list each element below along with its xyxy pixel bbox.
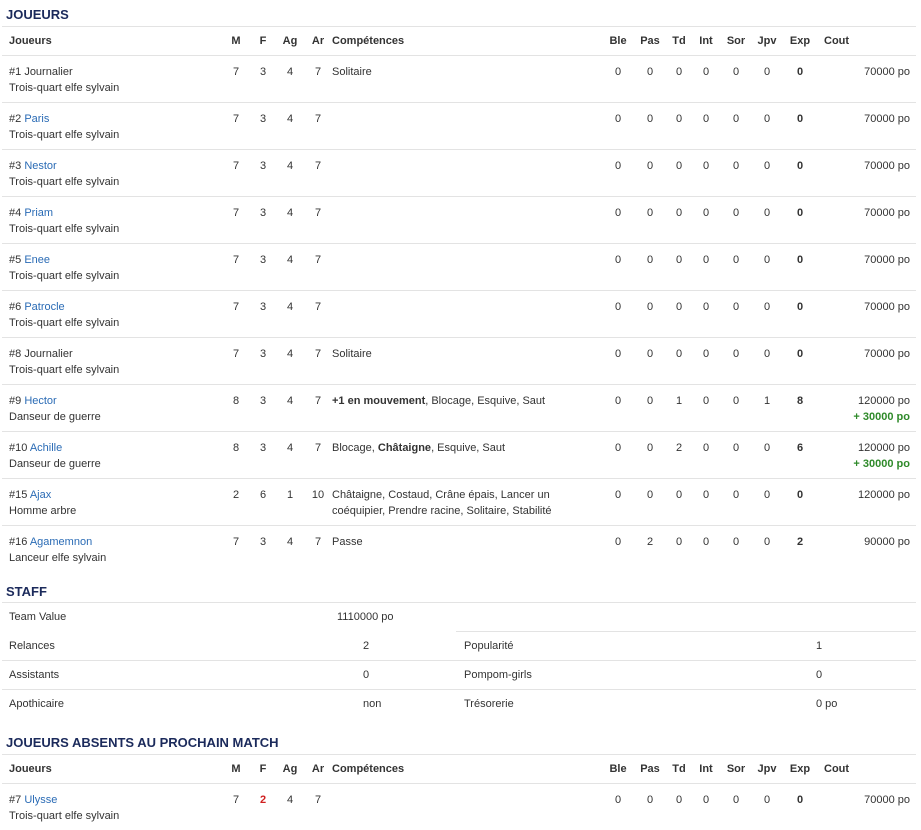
- player-cost: 120000 po: [858, 442, 910, 454]
- cost-cell: [818, 385, 916, 432]
- header-players-col: Joueurs: [2, 755, 222, 784]
- stat-f: 3: [250, 338, 276, 385]
- stat-exp: 0: [782, 784, 818, 830]
- stat-int: 0: [692, 56, 720, 103]
- stat-sor: 0: [720, 197, 752, 244]
- stat-pas: 0: [634, 432, 666, 479]
- skill-text: Solitaire: [332, 66, 372, 78]
- player-cost: 120000 po: [858, 395, 910, 407]
- stat-ble: 0: [602, 291, 634, 338]
- player-name-link[interactable]: Achille: [30, 442, 62, 454]
- cost-cell: [818, 338, 916, 385]
- stat-td: 2: [666, 432, 692, 479]
- stat-ar: 7: [304, 338, 332, 385]
- stat-sor: 0: [720, 385, 752, 432]
- player-cost: 90000 po: [864, 536, 910, 548]
- player-name-link[interactable]: Hector: [24, 395, 56, 407]
- stat-ar: 7: [304, 291, 332, 338]
- cost-cell: [818, 526, 916, 573]
- header-f-col: F: [250, 755, 276, 784]
- staff-label: Apothicaire: [2, 690, 260, 719]
- skills-cell: [332, 291, 602, 338]
- stat-pas: 0: [634, 338, 666, 385]
- player-number: #16: [9, 536, 27, 548]
- staff-value: 1: [714, 632, 916, 661]
- header-cost-col: Cout: [818, 27, 916, 56]
- staff-label: Assistants: [2, 661, 260, 690]
- player-number: #2: [9, 113, 21, 125]
- player-number: #7: [9, 794, 21, 806]
- stat-ar: 10: [304, 479, 332, 526]
- stat-ble: 0: [602, 479, 634, 526]
- player-position: Trois-quart elfe sylvain: [9, 176, 119, 188]
- stat-ble: 0: [602, 197, 634, 244]
- player-number: #8: [9, 348, 21, 360]
- stat-m: 7: [222, 784, 250, 830]
- stat-int: 0: [692, 385, 720, 432]
- absent-section-title: JOUEURS ABSENTS AU PROCHAIN MATCH: [0, 732, 921, 754]
- stat-td: 0: [666, 479, 692, 526]
- staff-value: 0: [260, 661, 456, 690]
- team-value-row: [2, 603, 916, 632]
- staff-section-title: STAFF: [0, 582, 921, 602]
- cost-cell: [818, 150, 916, 197]
- player-cost: 70000 po: [864, 160, 910, 172]
- staff-value: non: [260, 690, 456, 719]
- stat-int: 0: [692, 197, 720, 244]
- stat-ag: 4: [276, 244, 304, 291]
- cost-bonus: + 30000 po: [853, 411, 910, 423]
- stat-int: 0: [692, 103, 720, 150]
- players-section-title: JOUEURS: [0, 0, 921, 26]
- skills-cell: [332, 150, 602, 197]
- player-row: [2, 432, 916, 479]
- header-int-col: Int: [692, 27, 720, 56]
- header-ble-col: Ble: [602, 27, 634, 56]
- staff-label: Trésorerie: [456, 690, 714, 719]
- header-m-col: M: [222, 27, 250, 56]
- stat-jpv: 0: [752, 291, 782, 338]
- player-number: #9: [9, 395, 21, 407]
- stat-jpv: 0: [752, 338, 782, 385]
- stat-int: 0: [692, 244, 720, 291]
- stat-exp: 8: [782, 385, 818, 432]
- player-number: #3: [9, 160, 21, 172]
- player-name-link[interactable]: Priam: [24, 207, 53, 219]
- player-row: [2, 244, 916, 291]
- player-row: [2, 291, 916, 338]
- player-row: [2, 385, 916, 432]
- absent-section: [0, 732, 921, 830]
- stat-ble: 0: [602, 526, 634, 573]
- stat-ar: 7: [304, 385, 332, 432]
- skills-cell: [332, 338, 602, 385]
- stat-sor: 0: [720, 244, 752, 291]
- stat-exp: 0: [782, 150, 818, 197]
- player-position: Trois-quart elfe sylvain: [9, 364, 119, 376]
- stat-sor: 0: [720, 56, 752, 103]
- player-name: Journalier: [24, 348, 72, 360]
- player-position: Danseur de guerre: [9, 411, 101, 423]
- stat-exp: 0: [782, 338, 818, 385]
- staff-value: 0 po: [714, 690, 916, 719]
- stat-int: 0: [692, 526, 720, 573]
- skill-text: Solitaire: [332, 348, 372, 360]
- header-players-col: Joueurs: [2, 27, 222, 56]
- stat-ar: 7: [304, 197, 332, 244]
- header-jpv-col: Jpv: [752, 27, 782, 56]
- stat-m: 7: [222, 244, 250, 291]
- player-row: [2, 150, 916, 197]
- stat-ar: 7: [304, 150, 332, 197]
- player-number: #10: [9, 442, 27, 454]
- stat-int: 0: [692, 784, 720, 830]
- player-cost: 70000 po: [864, 794, 910, 806]
- header-f-col: F: [250, 27, 276, 56]
- stat-int: 0: [692, 432, 720, 479]
- header-ble-col: Ble: [602, 755, 634, 784]
- stat-td: 0: [666, 103, 692, 150]
- player-name-link[interactable]: Agamemnon: [30, 536, 92, 548]
- player-cost: 70000 po: [864, 113, 910, 125]
- stat-jpv: 0: [752, 432, 782, 479]
- stat-m: 7: [222, 291, 250, 338]
- player-name-link[interactable]: Patrocle: [24, 301, 64, 313]
- stat-jpv: 0: [752, 197, 782, 244]
- player-name-link[interactable]: Paris: [24, 113, 49, 125]
- team-value: 1110000 po: [260, 603, 456, 632]
- staff-label: Relances: [2, 632, 260, 661]
- stat-ble: 0: [602, 150, 634, 197]
- player-position: Homme arbre: [9, 505, 76, 517]
- player-number: #5: [9, 254, 21, 266]
- header-ar-col: Ar: [304, 755, 332, 784]
- stat-ag: 1: [276, 479, 304, 526]
- stat-ag: 4: [276, 197, 304, 244]
- skills-cell: [332, 56, 602, 103]
- stat-pas: 0: [634, 197, 666, 244]
- staff-row: [2, 661, 916, 690]
- stat-jpv: 0: [752, 526, 782, 573]
- staff-row: [2, 690, 916, 719]
- stat-exp: 0: [782, 291, 818, 338]
- skills-cell: [332, 103, 602, 150]
- staff-value: 2: [260, 632, 456, 661]
- cost-cell: [818, 479, 916, 526]
- stat-td: 0: [666, 150, 692, 197]
- skill-text: Blocage,: [332, 442, 378, 454]
- stat-pas: 0: [634, 479, 666, 526]
- player-name-link[interactable]: Nestor: [24, 160, 56, 172]
- player-cell: [2, 784, 222, 830]
- stat-ar: 7: [304, 432, 332, 479]
- player-cell: [2, 526, 222, 573]
- stat-ble: 0: [602, 338, 634, 385]
- player-name-link[interactable]: Ajax: [30, 489, 51, 501]
- stat-pas: 0: [634, 103, 666, 150]
- staff-label: Pompom-girls: [456, 661, 714, 690]
- staff-row: [2, 632, 916, 661]
- player-row: [2, 56, 916, 103]
- stat-exp: 0: [782, 56, 818, 103]
- staff-label: Popularité: [456, 632, 714, 661]
- stat-m: 7: [222, 338, 250, 385]
- header-ar-col: Ar: [304, 27, 332, 56]
- staff-value: 0: [714, 661, 916, 690]
- stat-ag: 4: [276, 150, 304, 197]
- stat-jpv: 0: [752, 56, 782, 103]
- stat-ble: 0: [602, 385, 634, 432]
- players-header-row: [2, 27, 916, 56]
- player-cell: [2, 385, 222, 432]
- cost-cell: [818, 784, 916, 830]
- header-m-col: M: [222, 755, 250, 784]
- stat-jpv: 0: [752, 784, 782, 830]
- player-cell: [2, 432, 222, 479]
- header-ag-col: Ag: [276, 755, 304, 784]
- absent-header-row: [2, 755, 916, 784]
- stat-ble: 0: [602, 103, 634, 150]
- stat-m: 8: [222, 432, 250, 479]
- player-name: Journalier: [24, 66, 72, 78]
- player-cell: [2, 291, 222, 338]
- stat-jpv: 0: [752, 244, 782, 291]
- player-position: Trois-quart elfe sylvain: [9, 317, 119, 329]
- skills-cell: [332, 197, 602, 244]
- skills-cell: [332, 432, 602, 479]
- player-position: Trois-quart elfe sylvain: [9, 223, 119, 235]
- stat-int: 0: [692, 150, 720, 197]
- stat-ble: 0: [602, 56, 634, 103]
- stat-f: 3: [250, 526, 276, 573]
- skills-cell: [332, 244, 602, 291]
- stat-f: 3: [250, 56, 276, 103]
- skill-text: , Esquive, Saut: [431, 442, 505, 454]
- skills-cell: [332, 784, 602, 830]
- stat-td: 1: [666, 385, 692, 432]
- player-position: Trois-quart elfe sylvain: [9, 129, 119, 141]
- player-cell: [2, 197, 222, 244]
- stat-jpv: 0: [752, 479, 782, 526]
- player-cost: 70000 po: [864, 207, 910, 219]
- stat-m: 7: [222, 526, 250, 573]
- player-position: Trois-quart elfe sylvain: [9, 270, 119, 282]
- player-cost: 70000 po: [864, 254, 910, 266]
- cost-cell: [818, 103, 916, 150]
- player-position: Trois-quart elfe sylvain: [9, 810, 119, 822]
- players-table: [2, 26, 916, 572]
- stat-exp: 0: [782, 197, 818, 244]
- player-number: #15: [9, 489, 27, 501]
- header-cost-col: Cout: [818, 755, 916, 784]
- player-cost: 70000 po: [864, 66, 910, 78]
- player-position: Lanceur elfe sylvain: [9, 552, 106, 564]
- stat-f: 3: [250, 244, 276, 291]
- stat-jpv: 0: [752, 103, 782, 150]
- player-row: [2, 526, 916, 573]
- cost-cell: [818, 291, 916, 338]
- player-row: [2, 197, 916, 244]
- stat-pas: 0: [634, 784, 666, 830]
- header-sor-col: Sor: [720, 755, 752, 784]
- stat-ag: 4: [276, 784, 304, 830]
- stat-ag: 4: [276, 338, 304, 385]
- stat-sor: 0: [720, 338, 752, 385]
- stat-ag: 4: [276, 432, 304, 479]
- stat-int: 0: [692, 338, 720, 385]
- stat-td: 0: [666, 56, 692, 103]
- header-skills-col: Compétences: [332, 27, 602, 56]
- player-row: [2, 784, 916, 830]
- header-skills-col: Compétences: [332, 755, 602, 784]
- skill-text: Passe: [332, 536, 363, 548]
- stat-f: 3: [250, 385, 276, 432]
- stat-ag: 4: [276, 526, 304, 573]
- header-exp-col: Exp: [782, 755, 818, 784]
- player-name-link[interactable]: Enee: [24, 254, 50, 266]
- stat-exp: 0: [782, 244, 818, 291]
- stat-sor: 0: [720, 291, 752, 338]
- stat-ag: 4: [276, 291, 304, 338]
- stat-f: 3: [250, 150, 276, 197]
- stat-m: 7: [222, 103, 250, 150]
- skills-cell: [332, 479, 602, 526]
- stat-m: 8: [222, 385, 250, 432]
- stat-ble: 0: [602, 432, 634, 479]
- cost-cell: [818, 197, 916, 244]
- stat-int: 0: [692, 479, 720, 526]
- player-number: #1: [9, 66, 21, 78]
- stat-f: 3: [250, 291, 276, 338]
- stat-td: 0: [666, 784, 692, 830]
- skill-text: +1 en mouvement: [332, 395, 425, 407]
- stat-exp: 2: [782, 526, 818, 573]
- cost-bonus: + 30000 po: [853, 458, 910, 470]
- stat-pas: 0: [634, 56, 666, 103]
- stat-pas: 0: [634, 291, 666, 338]
- stat-m: 2: [222, 479, 250, 526]
- stat-ble: 0: [602, 784, 634, 830]
- player-cell: [2, 103, 222, 150]
- stat-sor: 0: [720, 479, 752, 526]
- stat-m: 7: [222, 56, 250, 103]
- player-cell: [2, 150, 222, 197]
- staff-section: [0, 582, 921, 718]
- skill-text: , Blocage, Esquive, Saut: [425, 395, 545, 407]
- stat-td: 0: [666, 291, 692, 338]
- header-exp-col: Exp: [782, 27, 818, 56]
- stat-jpv: 1: [752, 385, 782, 432]
- player-cell: [2, 479, 222, 526]
- stat-f: 2: [250, 784, 276, 830]
- cost-cell: [818, 56, 916, 103]
- stat-f: 6: [250, 479, 276, 526]
- player-number: #4: [9, 207, 21, 219]
- stat-sor: 0: [720, 432, 752, 479]
- stat-ar: 7: [304, 56, 332, 103]
- player-cell: [2, 244, 222, 291]
- player-number: #6: [9, 301, 21, 313]
- header-pas-col: Pas: [634, 27, 666, 56]
- stat-ar: 7: [304, 526, 332, 573]
- stat-td: 0: [666, 244, 692, 291]
- header-int-col: Int: [692, 755, 720, 784]
- staff-table: [2, 602, 916, 718]
- header-pas-col: Pas: [634, 755, 666, 784]
- stat-td: 0: [666, 526, 692, 573]
- stat-int: 0: [692, 291, 720, 338]
- skills-cell: [332, 526, 602, 573]
- stat-sor: 0: [720, 103, 752, 150]
- player-row: [2, 338, 916, 385]
- stat-sor: 0: [720, 526, 752, 573]
- stat-pas: 0: [634, 244, 666, 291]
- stat-pas: 0: [634, 385, 666, 432]
- cost-cell: [818, 244, 916, 291]
- stat-f: 3: [250, 432, 276, 479]
- stat-pas: 0: [634, 150, 666, 197]
- skill-text: Châtaigne: [378, 442, 431, 454]
- player-row: [2, 479, 916, 526]
- absent-players-table: [2, 754, 916, 830]
- player-cost: 70000 po: [864, 301, 910, 313]
- player-position: Danseur de guerre: [9, 458, 101, 470]
- header-ag-col: Ag: [276, 27, 304, 56]
- stat-m: 7: [222, 197, 250, 244]
- stat-sor: 0: [720, 784, 752, 830]
- stat-ag: 4: [276, 103, 304, 150]
- stat-exp: 0: [782, 103, 818, 150]
- stat-sor: 0: [720, 150, 752, 197]
- cost-cell: [818, 432, 916, 479]
- stat-td: 0: [666, 197, 692, 244]
- stat-ar: 7: [304, 784, 332, 830]
- player-cell: [2, 56, 222, 103]
- player-cost: 120000 po: [858, 489, 910, 501]
- stat-exp: 0: [782, 479, 818, 526]
- skill-text: Châtaigne, Costaud, Crâne épais, Lancer un coéquipier, Prendre racine, Solitaire, Stabilité: [332, 489, 552, 517]
- header-jpv-col: Jpv: [752, 755, 782, 784]
- player-position: Trois-quart elfe sylvain: [9, 82, 119, 94]
- stat-td: 0: [666, 338, 692, 385]
- stat-m: 7: [222, 150, 250, 197]
- stat-pas: 2: [634, 526, 666, 573]
- team-value-label: Team Value: [2, 603, 260, 632]
- skills-cell: [332, 385, 602, 432]
- header-td-col: Td: [666, 27, 692, 56]
- stat-ar: 7: [304, 103, 332, 150]
- player-row: [2, 103, 916, 150]
- stat-f: 3: [250, 103, 276, 150]
- stat-jpv: 0: [752, 150, 782, 197]
- stat-f: 3: [250, 197, 276, 244]
- stat-ar: 7: [304, 244, 332, 291]
- stat-exp: 6: [782, 432, 818, 479]
- header-td-col: Td: [666, 755, 692, 784]
- player-cost: 70000 po: [864, 348, 910, 360]
- header-sor-col: Sor: [720, 27, 752, 56]
- player-name-link[interactable]: Ulysse: [24, 794, 57, 806]
- stat-ag: 4: [276, 56, 304, 103]
- player-cell: [2, 338, 222, 385]
- stat-ble: 0: [602, 244, 634, 291]
- stat-ag: 4: [276, 385, 304, 432]
